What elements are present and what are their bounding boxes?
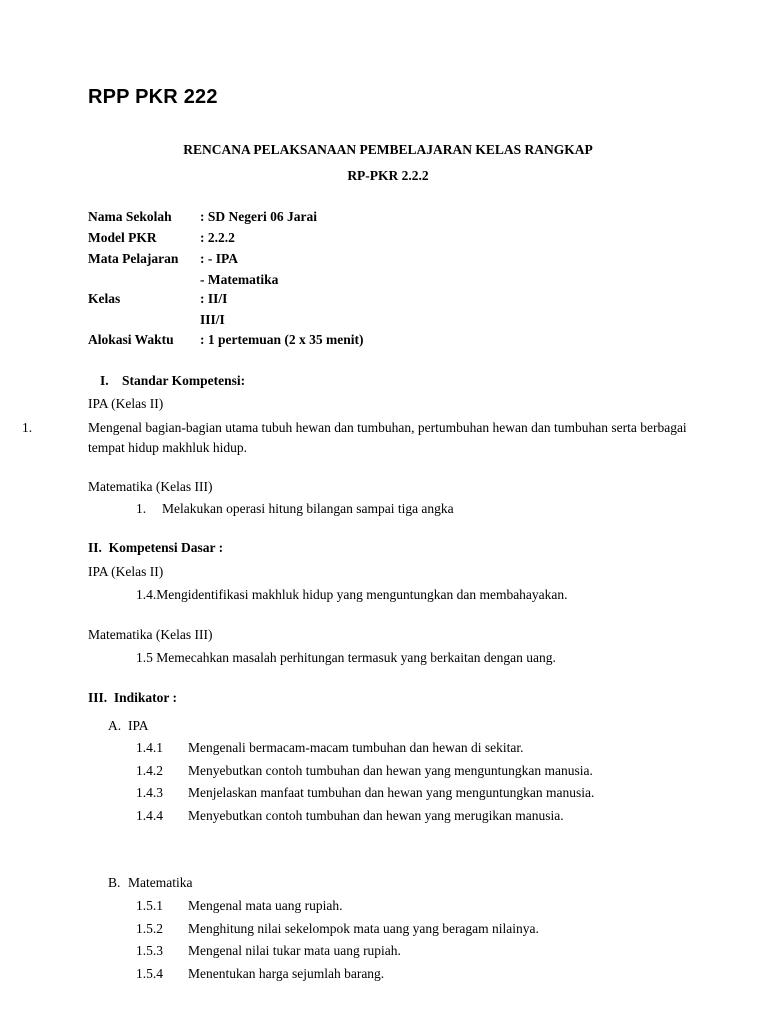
section-title: Indikator : [113, 690, 178, 706]
metadata-value: : - IPA [200, 250, 238, 266]
metadata-label: Alokasi Waktu [88, 331, 174, 347]
metadata-row [88, 330, 688, 351]
indicator-code: 1.5.3 [136, 943, 163, 959]
indicator-item [88, 941, 688, 961]
indicator-group-matematika [88, 873, 688, 893]
section-1-subject-matematika: Matematika (Kelas III) [88, 479, 213, 495]
indicator-text: Menyebutkan contoh tumbuhan dan hewan yang menguntungkan manusia. [188, 762, 593, 778]
metadata-value: : 1 pertemuan (2 x 35 menit) [200, 331, 364, 347]
indicator-code: 1.4.4 [136, 807, 163, 823]
document-header-line-1: RENCANA PELAKSANAAN PEMBELAJARAN KELAS RANGKAP [183, 142, 593, 157]
indicator-item [88, 806, 688, 826]
section-title: Standar Kompetensi: [122, 372, 246, 388]
indicator-text: Menghitung nilai sekelompok mata uang yang beragam nilainya. [188, 920, 539, 936]
section-heading-3 [88, 688, 688, 708]
group-letter: B. [108, 875, 121, 891]
section-1-subject-ipa: IPA (Kelas II) [88, 396, 164, 412]
metadata-row [88, 207, 688, 228]
section-heading-2 [88, 538, 688, 558]
indicator-code: 1.5.1 [136, 897, 163, 913]
item-text: Mengenal bagian-bagian utama tubuh hewan dan tumbuhan, pertumbuhan hewan dan tumbuhan serta berbagai tempat hidup makhluk hidup. [88, 419, 687, 455]
indicator-text: Menentukan harga sejumlah barang. [188, 965, 385, 981]
section-heading-1 [88, 371, 688, 391]
metadata-value: : 2.2.2 [200, 230, 235, 246]
indicator-item [88, 919, 688, 939]
section-number: I. [100, 372, 109, 388]
document-body [22, 140, 688, 983]
section-title: Kompetensi Dasar : [108, 540, 224, 556]
group-label: Matematika [128, 875, 193, 891]
section-1-item-ipa [22, 418, 688, 457]
indicator-item [88, 896, 688, 916]
indicator-code: 1.5.2 [136, 920, 163, 936]
section-2-text-matematika: 1.5 Memecahkan masalah perhitungan termasuk yang berkaitan dengan uang. [136, 650, 556, 666]
section-1-item-matematika [88, 499, 688, 519]
indicator-item [88, 738, 688, 758]
indicator-item [88, 761, 688, 781]
section-2-subject-matematika: Matematika (Kelas III) [88, 626, 213, 642]
indicator-code: 1.4.2 [136, 762, 163, 778]
metadata-block [88, 207, 688, 351]
indicator-text: Menjelaskan manfaat tumbuhan dan hewan yang menguntungkan manusia. [188, 785, 595, 801]
indicator-item [88, 783, 688, 803]
indicator-group-ipa [88, 716, 688, 736]
metadata-row [88, 289, 688, 310]
indicator-text: Mengenal nilai tukar mata uang rupiah. [188, 943, 401, 959]
indicator-text: Mengenali bermacam-macam tumbuhan dan hewan di sekitar. [188, 740, 524, 756]
indicator-text: Menyebutkan contoh tumbuhan dan hewan yang merugikan manusia. [188, 807, 564, 823]
item-number: 1. [136, 500, 147, 516]
indicator-code: 1.4.1 [136, 740, 163, 756]
metadata-label: Model PKR [88, 230, 157, 246]
indicator-code: 1.4.3 [136, 785, 163, 801]
metadata-row [88, 249, 688, 270]
section-number: II. [88, 540, 102, 556]
indicator-text: Mengenal mata uang rupiah. [188, 897, 343, 913]
page-title: RPP PKR 222 [88, 86, 218, 108]
metadata-label: Kelas [88, 291, 121, 307]
indicator-item [88, 964, 688, 984]
document-header-line-2: RP-PKR 2.2.2 [347, 167, 429, 183]
group-letter: A. [108, 717, 122, 733]
metadata-continuation: III/I [200, 312, 225, 328]
item-number: 1. [22, 419, 33, 435]
metadata-label: Mata Pelajaran [88, 250, 179, 266]
section-number: III. [88, 690, 108, 706]
metadata-continuation: - Matematika [200, 271, 279, 287]
metadata-value: : SD Negeri 06 Jarai [200, 209, 317, 225]
metadata-label: Nama Sekolah [88, 209, 172, 225]
metadata-value: : II/I [200, 291, 228, 307]
section-2-text-ipa: 1.4.Mengidentifikasi makhluk hidup yang menguntungkan dan membahayakan. [136, 587, 568, 603]
group-label: IPA [128, 717, 149, 733]
metadata-row [88, 228, 688, 249]
section-2-subject-ipa: IPA (Kelas II) [88, 563, 164, 579]
item-text: Melakukan operasi hitung bilangan sampai tiga angka [162, 500, 454, 516]
indicator-code: 1.5.4 [136, 965, 163, 981]
